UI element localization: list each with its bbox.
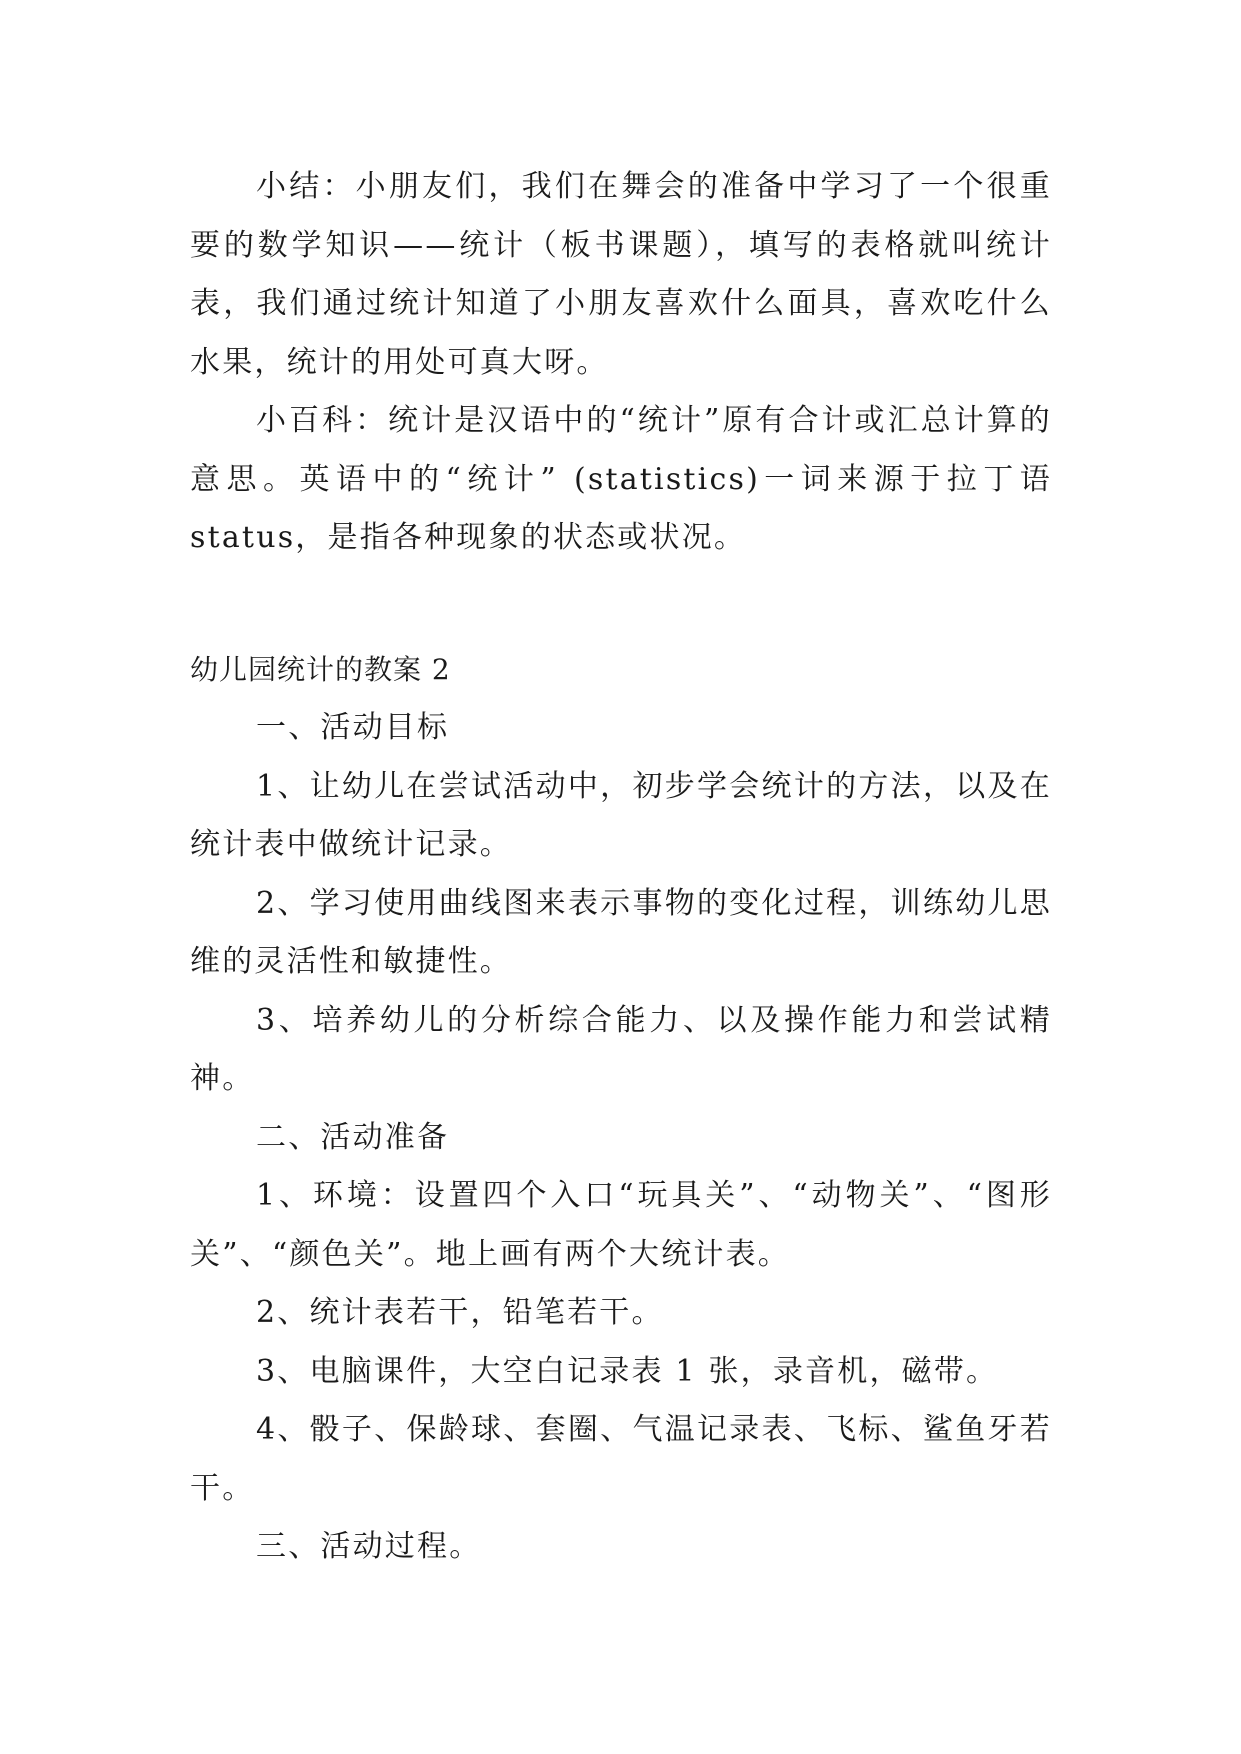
encyclopedia-paragraph: 小百科：统计是汉语中的“统计”原有合计或汇总计算的意思。英语中的“统计” (statistics)一词来源于拉丁语 status，是指各种现象的状态或状况。 <box>190 403 1052 555</box>
prep-item-1: 1、环境：设置四个入口“玩具关”、“动物关”、“图形关”、“颜色关”。地上画有两个大统计表。 <box>190 1178 1052 1272</box>
document-body <box>190 158 1052 1577</box>
prep-item-4: 4、骰子、保龄球、套圈、气温记录表、飞标、鲨鱼牙若干。 <box>190 1412 1052 1506</box>
heading-activity-process: 三、活动过程。 <box>256 1529 482 1564</box>
goal-item-2: 2、学习使用曲线图来表示事物的变化过程，训练幼儿思维的灵活性和敏捷性。 <box>190 885 1052 979</box>
summary-paragraph: 小结：小朋友们，我们在舞会的准备中学习了一个很重要的数学知识——统计（板书课题），填写的表格就叫统计表，我们通过统计知道了小朋友喜欢什么面具，喜欢吃什么水果，统计的用处可真大呀。 <box>190 169 1052 380</box>
heading-activity-preparation: 二、活动准备 <box>256 1119 450 1155</box>
section-title: 幼儿园统计的教案 2 <box>190 652 451 686</box>
prep-item-2: 2、统计表若干，铅笔若干。 <box>256 1295 664 1330</box>
goal-item-1: 1、让幼儿在尝试活动中，初步学会统计的方法，以及在统计表中做统计记录。 <box>190 768 1052 862</box>
prep-item-3: 3、电脑课件，大空白记录表 1 张，录音机，磁带。 <box>256 1353 999 1389</box>
heading-activity-goals: 一、活动目标 <box>256 710 450 745</box>
goal-item-3: 3、培养幼儿的分析综合能力、以及操作能力和尝试精神。 <box>190 1002 1052 1096</box>
